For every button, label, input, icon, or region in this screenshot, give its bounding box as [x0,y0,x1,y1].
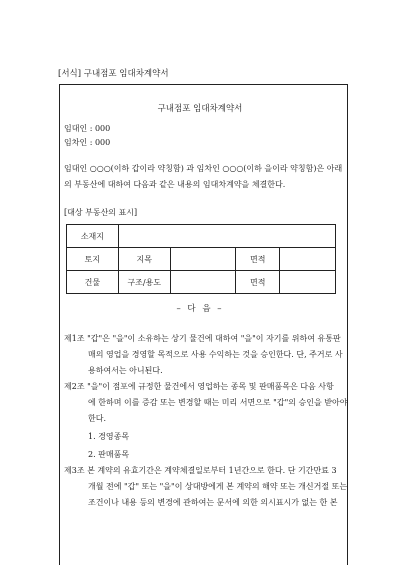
land-category-value [170,248,236,271]
location-value [118,225,335,248]
document-title: 구내점포 임대차계약서 [157,104,243,114]
article-2-line-2: 에 한하며 이를 증감 또는 변경할 때는 미리 서면으로 "갑"의 승인을 받아야 [88,398,348,407]
building-structure-value [170,271,236,294]
article-1-line-1: 제1조 "갑"은 "을"이 소유하는 상기 물건에 대하여 "을"이 자기를 위하여 유통판 [64,334,341,343]
land-label: 토지 [67,248,119,271]
location-label: 소재지 [67,225,119,248]
building-area-label: 면적 [236,271,280,294]
building-label: 건물 [67,271,119,294]
dawum-heading: – 다 음 – [176,304,224,314]
article-1-line-2: 매의 영업을 경영할 목적으로 사용 수익하는 것을 승인한다. 단, 주거로 사 [88,350,343,359]
article-2-line-1: 제2조 "을"이 점포에 규정한 물건에서 영업하는 종목 및 판매품목은 다음 사항 [64,382,334,391]
intro-line-1: 임대인 ○○○(이하 갑이라 약칭함) 과 임차인 ○○○(이하 을이라 약칭함)은 아래 [64,164,343,173]
document-frame [59,84,348,565]
lessor-line: 임대인 : 000 [64,124,111,133]
land-area-label: 면적 [236,248,280,271]
lessee-line: 임차인 : 000 [64,138,111,147]
article-2-item-2: 2. 판매품목 [88,450,130,459]
article-3-line-1: 제3조 본 계약의 유효기간은 계약체결일로부터 1년간으로 한다. 단 기간만료 3 [64,466,337,475]
land-category-label: 지목 [118,248,170,271]
land-area-value [280,248,336,271]
intro-line-2: 의 부동산에 대하여 다음과 같은 내용의 임대차계약을 체결한다. [64,180,286,189]
building-structure-label: 구조/용도 [118,271,170,294]
article-3-line-3: 조건이나 내용 등의 변경에 관하여는 문서에 의한 의시표시가 없는 한 본 [88,498,338,507]
property-heading: [대상 부동산의 표시] [64,208,138,217]
article-1-line-3: 용하여서는 아니된다. [88,366,163,375]
article-3-line-2: 개월 전에 "갑" 또는 "을"이 상대방에게 본 계약의 해약 또는 개신거절 또는 [88,482,348,491]
article-2-item-1: 1. 경영종목 [88,432,130,441]
form-label: [서식] 구내점포 임대차계약서 [58,69,169,79]
article-2-line-3: 한다. [88,414,106,423]
building-area-value [280,271,336,294]
property-table [66,224,336,294]
